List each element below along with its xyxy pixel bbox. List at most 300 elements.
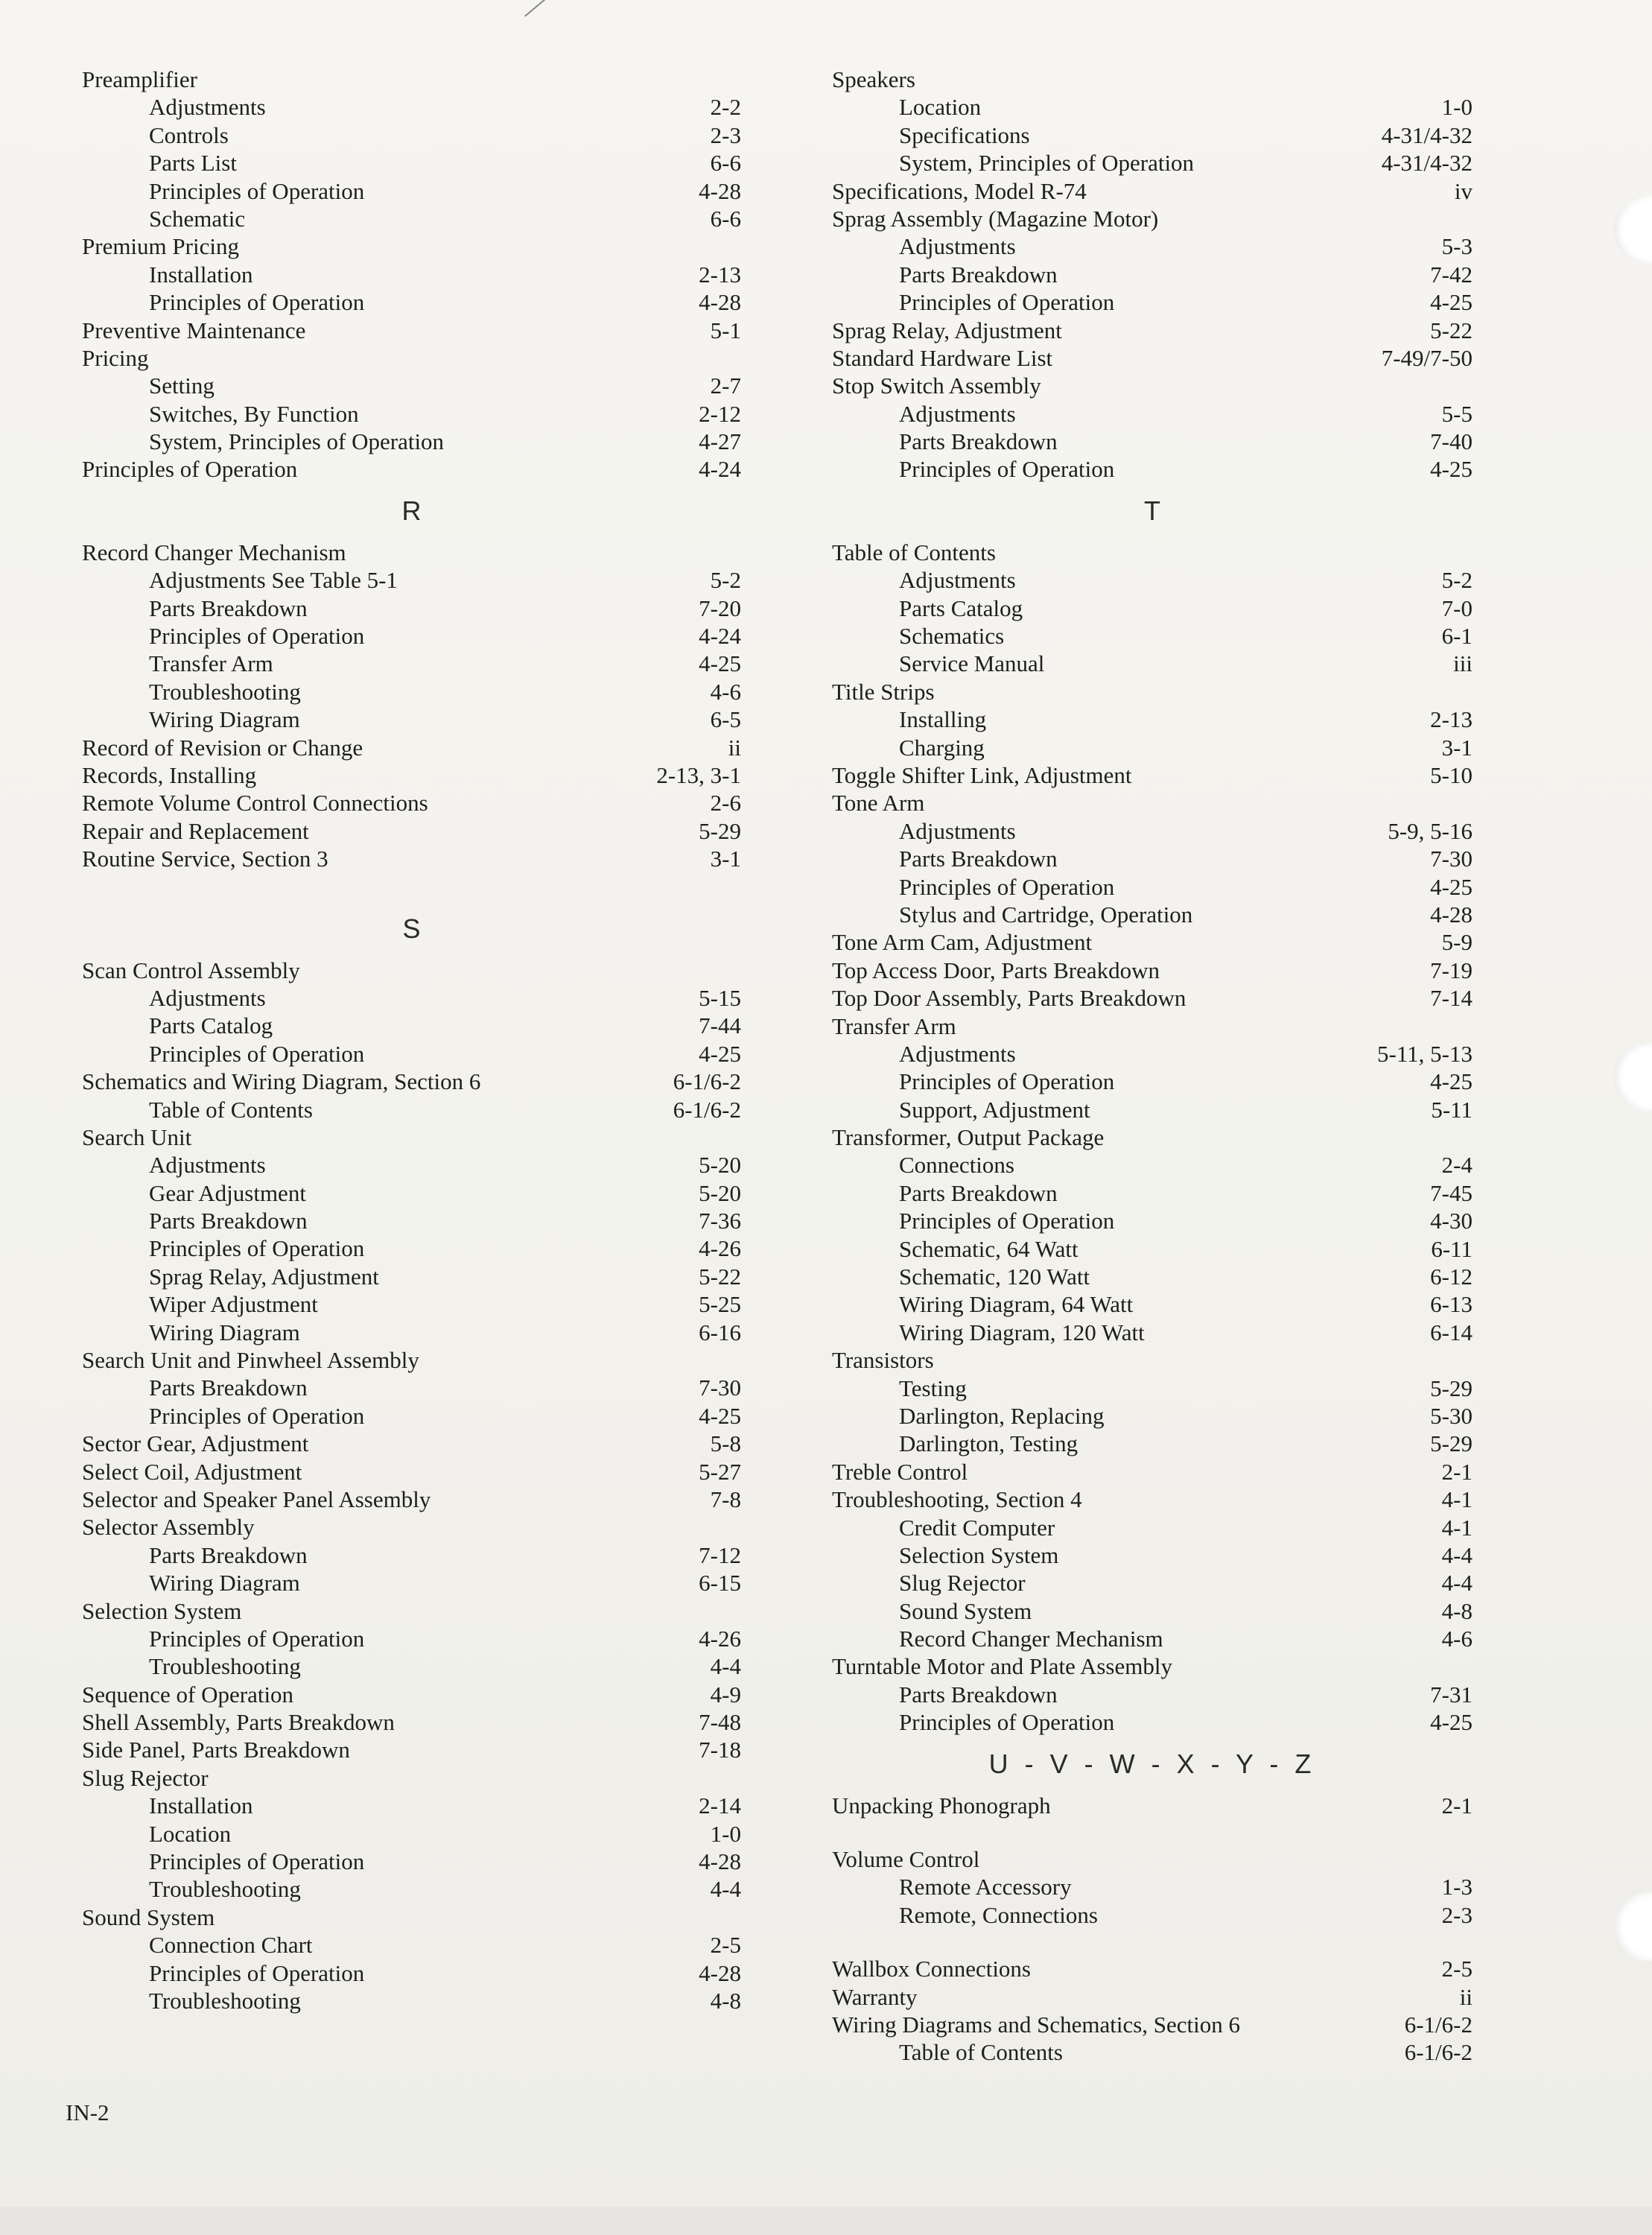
entry-text: Principles of Operation [149, 177, 365, 204]
entry-text: Sprag Relay, Adjustment [832, 317, 1062, 343]
entry-text: Parts Breakdown [899, 261, 1058, 288]
index-entry [832, 317, 1472, 344]
entry-text: Adjustments [149, 984, 266, 1011]
index-subentry [82, 149, 741, 177]
index-subentry [832, 1625, 1472, 1652]
page-reference: 4-31/4-32 [1381, 150, 1472, 177]
index-entry [832, 928, 1472, 956]
entry-text: Principles of Operation [149, 1040, 365, 1067]
section-letter-heading: T [1144, 495, 1160, 526]
index-subentry [832, 1569, 1472, 1597]
index-subentry [82, 1541, 741, 1569]
index-subentry [832, 1402, 1472, 1430]
entry-text: Selection System [899, 1541, 1059, 1568]
page-reference: 6-1/6-2 [1404, 2039, 1472, 2066]
index-subentry [832, 1235, 1472, 1263]
entry-text: Darlington, Replacing [899, 1402, 1105, 1429]
page-reference: 4-27 [699, 428, 741, 455]
index-subentry [82, 177, 741, 205]
entry-text: Parts Breakdown [149, 1208, 308, 1234]
page-reference: 7-20 [699, 595, 741, 621]
entry-text: Parts Breakdown [149, 1375, 308, 1401]
index-subentry [82, 984, 741, 1012]
page-reference: 1-0 [1441, 94, 1472, 121]
index-subentry [82, 372, 741, 399]
entry-text: Wiring Diagram, 64 Watt [899, 1291, 1134, 1318]
index-entry [832, 205, 1472, 232]
entry-text: Principles of Operation [149, 1402, 365, 1429]
page-reference: 5-2 [710, 567, 741, 594]
index-subentry [82, 1290, 741, 1318]
index-entry [832, 372, 1472, 399]
page-reference: 2-12 [699, 400, 741, 427]
page-reference: 4-8 [710, 1988, 741, 2014]
index-subentry [832, 1597, 1472, 1625]
index-subentry [82, 121, 741, 149]
entry-text: Principles of Operation [899, 873, 1115, 900]
page-reference: 4-28 [699, 1959, 741, 1986]
page-reference: 7-49/7-50 [1381, 344, 1472, 371]
index-subentry [82, 1625, 741, 1652]
page-reference: 5-1 [710, 317, 741, 343]
index-subentry [832, 734, 1472, 761]
index-subentry [832, 706, 1472, 733]
index-subentry [82, 1792, 741, 1819]
entry-text: Principles of Operation [149, 1848, 365, 1875]
entry-text: Record Changer Mechanism [899, 1626, 1163, 1652]
entry-text: Schematic [149, 205, 246, 232]
entry-text: Testing [899, 1375, 967, 1401]
page-reference: 1-3 [1441, 1874, 1472, 1900]
entry-text: Connection Chart [149, 1932, 313, 1959]
entry-text: Stylus and Cartridge, Operation [899, 901, 1193, 928]
index-subentry [82, 1207, 741, 1234]
entry-text: Adjustments [899, 233, 1016, 260]
page-reference: 4-4 [1441, 1570, 1472, 1597]
entry-text: Sector Gear, Adjustment [82, 1430, 309, 1457]
entry-text: Adjustments [899, 817, 1016, 844]
page-reference: 6-5 [710, 706, 741, 733]
page-reference: 4-25 [1430, 873, 1472, 900]
index-entry [82, 455, 741, 483]
page-reference: 5-10 [1430, 761, 1472, 788]
entry-text: Standard Hardware List [832, 344, 1053, 371]
index-entry [82, 1123, 741, 1151]
index-entry [82, 344, 741, 372]
entry-text: Sound System [899, 1597, 1032, 1624]
index-entry [832, 344, 1472, 372]
index-entry [832, 1123, 1472, 1151]
entry-text: Routine Service, Section 3 [82, 846, 328, 872]
index-entry [82, 1068, 741, 1095]
index-subentry [832, 1319, 1472, 1346]
entry-text: Slug Rejector [899, 1570, 1026, 1597]
index-entry [832, 1012, 1472, 1040]
page-reference: 7-36 [699, 1208, 741, 1234]
index-subentry [82, 622, 741, 650]
index-subentry [82, 1040, 741, 1068]
index-subentry [832, 1901, 1472, 1929]
index-entry [82, 1597, 741, 1625]
index-subentry [82, 93, 741, 121]
page-reference: ii [1459, 1983, 1472, 2010]
entry-text: Specifications [899, 121, 1030, 148]
index-entry [82, 817, 741, 845]
index-subentry [832, 1430, 1472, 1457]
entry-text: Select Coil, Adjustment [82, 1458, 302, 1485]
entry-text: Tone Arm Cam, Adjustment [832, 929, 1093, 956]
entry-text: Repair and Replacement [82, 817, 309, 844]
index-subentry [82, 400, 741, 428]
page-reference: 6-15 [699, 1570, 741, 1597]
page-reference: 6-11 [1431, 1235, 1472, 1262]
binder-hole [1613, 1043, 1652, 1112]
page-reference: 4-28 [1430, 901, 1472, 928]
index-subentry [82, 1402, 741, 1430]
page-reference: 4-24 [699, 623, 741, 650]
page-reference: 6-14 [1430, 1319, 1472, 1345]
page-reference: 5-9, 5-16 [1388, 817, 1472, 844]
entry-text: Adjustments [899, 1040, 1016, 1067]
index-subentry [82, 678, 741, 706]
entry-text: Principles of Operation [899, 1709, 1115, 1736]
page-reference: 7-12 [699, 1541, 741, 1568]
index-subentry [82, 1319, 741, 1346]
entry-text: Schematics and Wiring Diagram, Section 6 [82, 1068, 481, 1095]
entry-text: Troubleshooting [149, 678, 301, 705]
index-subentry [82, 1931, 741, 1959]
entry-text: Warranty [832, 1983, 918, 2010]
binder-hole [1613, 1892, 1652, 1961]
page-reference: 6-6 [710, 150, 741, 177]
entry-text: Charging [899, 734, 985, 761]
entry-text: Shell Assembly, Parts Breakdown [82, 1709, 395, 1736]
index-entry [82, 1681, 741, 1708]
entry-text: Wallbox Connections [832, 1956, 1031, 1982]
page-reference: 4-28 [699, 177, 741, 204]
index-entry [832, 678, 1472, 706]
entry-text: Wiring Diagram [149, 706, 300, 733]
index-subentry [832, 1375, 1472, 1402]
entry-text: Treble Control [832, 1458, 968, 1485]
page-reference: iii [1453, 650, 1472, 677]
index-subentry [82, 205, 741, 232]
entry-text: Adjustments [899, 400, 1016, 427]
entry-text: Principles of Operation [149, 289, 365, 316]
page-reference: 7-8 [710, 1486, 741, 1512]
entry-text: Unpacking Phonograph [832, 1792, 1051, 1819]
page-reference: 4-28 [699, 1848, 741, 1875]
entry-text: Principles of Operation [149, 1235, 365, 1262]
entry-text: Volume Control [832, 1846, 980, 1873]
index-subentry [832, 845, 1472, 872]
index-subentry [82, 1820, 741, 1848]
page-reference: 6-1/6-2 [673, 1096, 741, 1123]
entry-text: Sequence of Operation [82, 1681, 294, 1708]
page-reference: 4-25 [699, 1040, 741, 1067]
entry-text: Parts Catalog [899, 595, 1023, 621]
index-entry [82, 1903, 741, 1931]
index-entry [832, 1845, 1472, 1873]
entry-text: Installation [149, 261, 253, 288]
index-subentry [82, 428, 741, 455]
pen-mark [524, 0, 548, 17]
page-reference: 4-8 [1441, 1597, 1472, 1624]
index-subentry [832, 873, 1472, 901]
entry-text: Schematics [899, 623, 1005, 650]
index-subentry [82, 1987, 741, 2014]
entry-text: Wiring Diagram, 120 Watt [899, 1319, 1145, 1345]
page-reference: 2-13, 3-1 [656, 761, 741, 788]
page-reference: 5-11 [1431, 1096, 1472, 1123]
index-column-right [832, 66, 1472, 2067]
page-reference: 6-1/6-2 [673, 1068, 741, 1095]
index-entry [832, 1955, 1472, 1982]
entry-text: Darlington, Testing [899, 1430, 1078, 1457]
page-reference: 6-13 [1430, 1291, 1472, 1318]
entry-text: Side Panel, Parts Breakdown [82, 1737, 350, 1763]
entry-text: Schematic, 64 Watt [899, 1235, 1078, 1262]
entry-text: Parts Breakdown [899, 1681, 1058, 1708]
page-reference: ii [728, 734, 741, 761]
page-reference: 5-5 [1441, 400, 1472, 427]
page-reference: 7-0 [1441, 595, 1472, 621]
index-entry [82, 539, 741, 566]
entry-text: Speakers [832, 66, 915, 92]
entry-text: Principles of Operation [149, 623, 365, 650]
entry-text: Table of Contents [899, 2039, 1063, 2066]
page-reference: 2-14 [699, 1792, 741, 1819]
page-reference: 4-25 [1430, 1068, 1472, 1095]
page-reference: 2-4 [1441, 1152, 1472, 1179]
entry-text: System, Principles of Operation [899, 150, 1195, 177]
section-letter-heading: S [402, 913, 421, 944]
page-reference: 6-16 [699, 1319, 741, 1345]
page-reference: 7-44 [699, 1012, 741, 1039]
entry-text: Title Strips [832, 678, 935, 705]
entry-text: Transfer Arm [149, 650, 273, 677]
page-reference: 5-9 [1441, 929, 1472, 956]
index-subentry [832, 1541, 1472, 1569]
index-subentry [82, 706, 741, 733]
index-subentry [832, 1514, 1472, 1541]
index-entry [82, 1486, 741, 1513]
index-entry [832, 761, 1472, 789]
index-entry [832, 539, 1472, 566]
page-reference: 6-6 [710, 205, 741, 232]
index-subentry [82, 288, 741, 316]
entry-text: Preamplifier [82, 66, 197, 92]
entry-text: Principles of Operation [82, 456, 298, 483]
index-subentry [832, 1096, 1472, 1123]
page-reference: 4-25 [1430, 289, 1472, 316]
entry-text: Principles of Operation [149, 1625, 365, 1652]
entry-text: Transfer Arm [832, 1012, 956, 1039]
index-subentry [82, 650, 741, 677]
entry-text: Parts Catalog [149, 1012, 273, 1039]
entry-text: Parts Breakdown [899, 1179, 1058, 1206]
page-reference: 5-30 [1430, 1402, 1472, 1429]
entry-text: Parts Breakdown [899, 846, 1058, 872]
index-entry [82, 1708, 741, 1736]
page-reference: 7-30 [699, 1375, 741, 1401]
page-reference: 5-15 [699, 984, 741, 1011]
index-subentry [832, 93, 1472, 121]
page-reference: 1-0 [710, 1820, 741, 1847]
page-reference: 4-25 [1430, 1709, 1472, 1736]
index-entry [832, 1983, 1472, 2011]
entry-text: Schematic, 120 Watt [899, 1264, 1090, 1290]
entry-text: Turntable Motor and Plate Assembly [832, 1653, 1172, 1680]
index-entry [82, 957, 741, 984]
index-subentry [832, 2038, 1472, 2066]
index-entry [82, 845, 741, 872]
entry-text: Principles of Operation [149, 1959, 365, 1986]
page-reference: 5-27 [699, 1458, 741, 1485]
index-entry [82, 1736, 741, 1763]
index-subentry [832, 428, 1472, 455]
index-entry [832, 1792, 1472, 1819]
entry-text: Parts Breakdown [149, 595, 308, 621]
page-reference: 7-30 [1430, 846, 1472, 872]
page-reference: 6-1/6-2 [1404, 2012, 1472, 2038]
index-subentry [82, 1263, 741, 1290]
entry-text: Wiring Diagram [149, 1319, 300, 1345]
page-reference: 7-14 [1430, 985, 1472, 1012]
entry-text: Wiring Diagrams and Schematics, Section 6 [832, 2012, 1241, 2038]
page-reference: 5-29 [699, 817, 741, 844]
index-subentry [832, 650, 1472, 677]
index-entry [832, 66, 1472, 93]
entry-text: Principles of Operation [899, 289, 1115, 316]
page-reference: 4-26 [699, 1235, 741, 1262]
section-letter-heading: U - V - W - X - Y - Z [988, 1748, 1316, 1779]
page-reference: 3-1 [1441, 734, 1472, 761]
entry-text: Adjustments [149, 1152, 266, 1179]
entry-text: Support, Adjustment [899, 1096, 1090, 1123]
entry-text: Search Unit [82, 1123, 192, 1150]
entry-text: Remote, Connections [899, 1901, 1098, 1928]
index-subentry [82, 1012, 741, 1039]
index-subentry [82, 1374, 741, 1401]
page-reference: 4-9 [710, 1681, 741, 1708]
index-subentry [832, 1068, 1472, 1095]
entry-text: Top Access Door, Parts Breakdown [832, 957, 1160, 983]
page-reference: 7-18 [699, 1737, 741, 1763]
entry-text: Parts List [149, 150, 237, 177]
entry-text: Adjustments [149, 94, 266, 121]
scan-edge [0, 2207, 1652, 2235]
index-entry [832, 1458, 1472, 1486]
index-entry [832, 789, 1472, 817]
page-reference: 7-31 [1430, 1681, 1472, 1708]
index-subentry [832, 1151, 1472, 1179]
index-subentry [832, 121, 1472, 149]
index-entry [832, 1486, 1472, 1513]
entry-text: Slug Rejector [82, 1764, 209, 1791]
index-entry [82, 66, 741, 93]
page-reference: 7-48 [699, 1709, 741, 1736]
index-entry [832, 2011, 1472, 2038]
index-subentry [832, 261, 1472, 288]
page-reference: 4-6 [710, 678, 741, 705]
page-reference: 4-26 [699, 1625, 741, 1652]
entry-text: Scan Control Assembly [82, 957, 300, 983]
index-subentry [82, 1151, 741, 1179]
index-subentry [832, 1207, 1472, 1234]
page-reference: 2-2 [710, 94, 741, 121]
index-entry [82, 232, 741, 260]
entry-text: Service Manual [899, 650, 1045, 677]
index-subentry [832, 1290, 1472, 1318]
entry-text: Specifications, Model R-74 [832, 177, 1087, 204]
entry-text: Adjustments See Table 5-1 [149, 567, 398, 594]
index-entry [832, 1652, 1472, 1680]
page-reference: 4-28 [699, 289, 741, 316]
entry-text: Troubleshooting [149, 1876, 301, 1903]
index-entry [82, 317, 741, 344]
page-reference: 5-20 [699, 1179, 741, 1206]
page-reference: 2-7 [710, 372, 741, 399]
index-subentry [832, 1681, 1472, 1708]
section-letter-heading: R [401, 495, 422, 526]
index-subentry [82, 1179, 741, 1207]
page-reference: 4-1 [1441, 1514, 1472, 1541]
index-entry [832, 984, 1472, 1012]
entry-text: System, Principles of Operation [149, 428, 445, 455]
entry-text: Installation [149, 1792, 253, 1819]
index-subentry [832, 1263, 1472, 1290]
page-reference: 2-1 [1441, 1792, 1472, 1819]
entry-text: Record of Revision or Change [82, 734, 363, 761]
page-reference: iv [1454, 177, 1472, 204]
page-reference: 4-24 [699, 456, 741, 483]
index-subentry [832, 566, 1472, 594]
entry-text: Record Changer Mechanism [82, 539, 346, 565]
index-subentry [832, 622, 1472, 650]
entry-text: Table of Contents [149, 1096, 313, 1123]
page-reference: 4-30 [1430, 1208, 1472, 1234]
page-reference: 2-6 [710, 790, 741, 817]
entry-text: Stop Switch Assembly [832, 372, 1041, 399]
entry-text: Parts Breakdown [149, 1541, 308, 1568]
index-entry [82, 1764, 741, 1792]
index-subentry [82, 1875, 741, 1903]
index-entry [82, 1513, 741, 1541]
entry-text: Selector and Speaker Panel Assembly [82, 1486, 431, 1512]
entry-text: Table of Contents [832, 539, 996, 565]
entry-text: Troubleshooting, Section 4 [832, 1486, 1082, 1513]
page-reference: 5-22 [1430, 317, 1472, 343]
index-subentry [832, 288, 1472, 316]
entry-text: Records, Installing [82, 761, 257, 788]
index-subentry [82, 1569, 741, 1597]
index-subentry [832, 595, 1472, 622]
entry-text: Wiring Diagram [149, 1570, 300, 1597]
page-reference: 2-5 [1441, 1956, 1472, 1982]
index-subentry [82, 595, 741, 622]
entry-text: Location [149, 1820, 232, 1847]
entry-text: Switches, By Function [149, 400, 359, 427]
entry-text: Troubleshooting [149, 1653, 301, 1680]
page-reference: 4-25 [1430, 456, 1472, 483]
entry-text: Selection System [82, 1597, 242, 1624]
section-spacer [832, 1929, 1472, 1955]
index-subentry [82, 566, 741, 594]
page-reference: 4-4 [710, 1653, 741, 1680]
page-reference: 5-25 [699, 1291, 741, 1318]
entry-text: Selector Assembly [82, 1514, 255, 1541]
